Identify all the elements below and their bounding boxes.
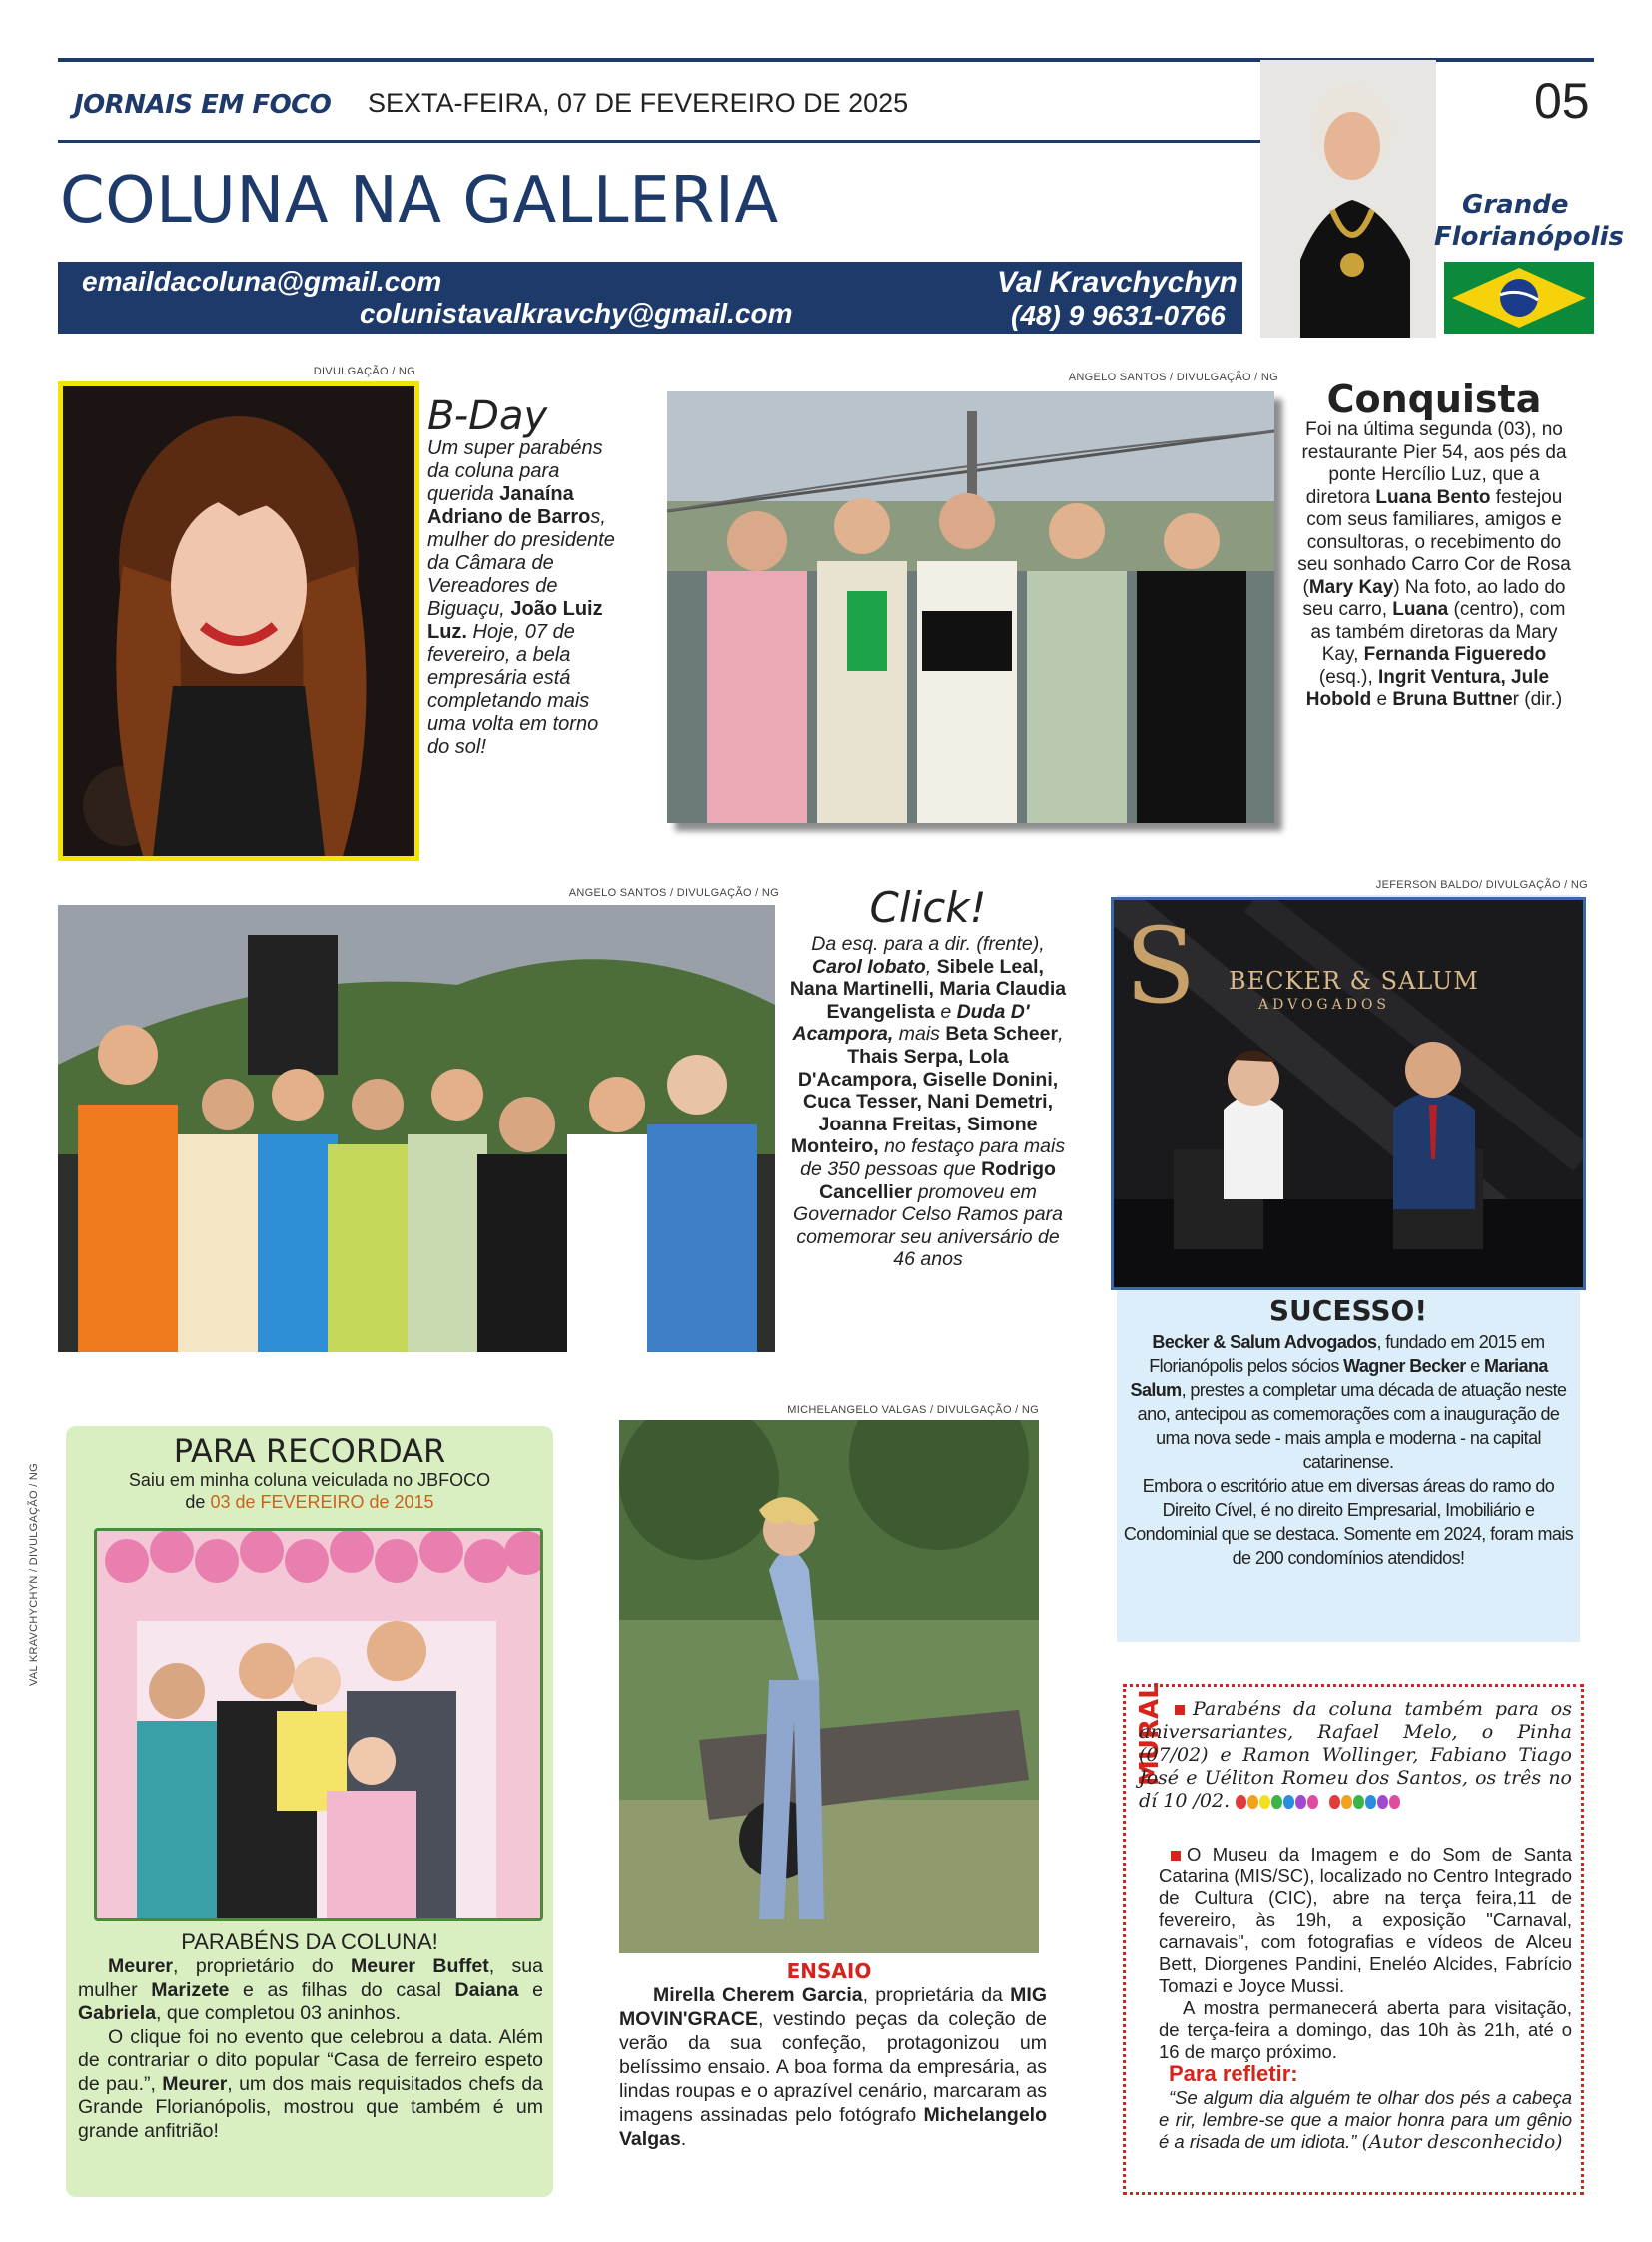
bday-title: B-Day xyxy=(427,393,548,439)
photo-credit-click: ANGELO SANTOS / DIVULGAÇÃO / NG xyxy=(568,887,779,899)
recordar-credit: VAL KRAVCHYCHYN / DIVULGAÇÃO / NG xyxy=(28,1462,40,1686)
recordar-sub2: de 03 de FEVEREIRO de 2015 xyxy=(185,1492,434,1512)
recordar-sub1: Saiu em minha coluna veiculada no JBFOCO xyxy=(128,1470,491,1490)
conquista-photo xyxy=(667,391,1274,823)
region-label-line2: Florianópolis xyxy=(1434,222,1624,252)
bday-photo xyxy=(58,381,419,861)
ensaio-photo xyxy=(619,1420,1039,1953)
ensaio-caption: Mirella Cherem Garcia, proprietária da MIG MOVIN'GRACE, vestindo peças da coleção de verão da sua confeção, protagonizou um belíssimo ensaio. A boa forma da empresária, as lindas roupas e o aprazível cenário, marcaram as imagens assinadas pelo fotógrafo Michelangelo Valgas. xyxy=(619,1984,1047,2150)
click-title: Click! xyxy=(869,883,987,932)
newspaper-brand: JORNAIS EM FOCO xyxy=(74,90,332,120)
bullet-icon xyxy=(1175,1705,1185,1715)
click-photo xyxy=(58,905,775,1352)
ensaio-heading: ENSAIO xyxy=(786,1959,872,1983)
columnist-portrait xyxy=(1260,60,1436,338)
reflect-quote: “Se algum dia alguém te olhar dos pés a cabeça e rir, lembre-se que a maior honra para um gênio é a risada de um idiota.” (Autor desconhecido) xyxy=(1159,2087,1572,2153)
becker-salum-logo-icon: S xyxy=(1125,905,1197,1027)
photo-credit-bday: DIVULGAÇÃO / NG xyxy=(313,366,415,377)
email-secondary[interactable]: colunistavalkravchy@gmail.com xyxy=(360,298,793,329)
recordar-photo xyxy=(94,1528,543,1921)
conquista-caption: Foi na última segunda (03), no restaurante Pier 54, aos pés da ponte Hercílio Luz, que a diretora Luana Bento festejou com seus familiares, amigos e consultoras, o recebimento do seu sonhado Carro Cor de Rosa (Mary Kay) Na foto, ao lado do seu carro, Luana (centro), com as também diretoras da Mary Kay, Fernanda Figueredo (esq.), Ingrit Ventura, Jule Hobold e Bruna Buttner (dir.) xyxy=(1297,419,1571,710)
firm-logo-name: BECKER & SALUM xyxy=(1229,967,1479,995)
conquista-title: Conquista xyxy=(1326,377,1542,421)
brazil-flag-icon xyxy=(1444,262,1594,334)
recordar-heading: PARABÉNS DA COLUNA! xyxy=(181,1929,438,1954)
photo-credit-conquista: ANGELO SANTOS / DIVULGAÇÃO / NG xyxy=(1068,372,1278,383)
page-number: 05 xyxy=(1534,73,1590,129)
mural-birthdays: Parabéns da coluna também para os aniversariantes, Rafael Melo, o Pinha (07/02) e Ramon Wollinger, Fabiano Tiago José e Uéliton Romeu dos Santos, os três no dí 10 /02. xyxy=(1139,1698,1572,1812)
recordar-title: PARA RECORDAR xyxy=(173,1432,446,1470)
masthead-rule xyxy=(58,140,1266,143)
region-label-line1: Grande xyxy=(1462,190,1569,220)
issue-date: SEXTA-FEIRA, 07 DE FEVEREIRO DE 2025 xyxy=(368,88,909,118)
click-caption: Da esq. para a dir. (frente), Carol Iobato, Sibele Leal, Nana Martinelli, Maria Claudia Evangelista e Duda D' Acampora, mais Beta Scheer, Thais Serpa, Lola D'Acampora, Giselle Donini, Cuca Tesser, Nani Demetri, Joanna Freitas, Simone Monteiro, no festaço para mais de 350 pessoas que Rodrigo Cancellier promoveu em Governador Celso Ramos para comemorar seu aniversário de 46 anos xyxy=(789,933,1067,1271)
photo-credit-ensaio: MICHELANGELO VALGAS / DIVULGAÇÃO / NG xyxy=(787,1404,1039,1416)
bullet-icon xyxy=(1171,1851,1181,1861)
reflect-title: Para refletir: xyxy=(1169,2061,1298,2086)
columnist-name: Val Kravchychyn xyxy=(997,266,1238,299)
sucesso-caption: Becker & Salum Advogados, fundado em 2015 em Florianópolis pelos sócios Wagner Becker e Mariana Salum, prestes a completar uma década de atuação neste ano, antecipou as comemorações com a inauguração de uma nova sede - mais ampla e moderna - na capital catarinense. Embora o escritório atue em diversas áreas do ramo do Direito Cível, é no direito Empresarial, Imobiliário e Condominial que se destaca. Somente em 2024, foram mais de 200 condomínios atendidos! xyxy=(1123,1332,1574,1568)
recordar-caption: Meurer, proprietário do Meurer Buffet, sua mulher Marizete e as filhas do casal Daiana e Gabriela, que completou 03 aninhos. O clique foi no evento que celebrou a data. Além de contrariar o dito popular “Casa de ferreiro espeto de pau.”, Meurer, um dos mais requisitados chefs da Grande Florianópolis, mostrou que também é um grande anfitrião! xyxy=(78,1955,544,2142)
firm-logo-sub: ADVOGADOS xyxy=(1258,997,1391,1013)
mural-label: MURAL xyxy=(1135,1682,1165,1786)
bday-caption: Um super parabéns da coluna para querida Janaína Adriano de Barros, mulher do presidente da Câmara de Vereadores de Biguaçu, João Luiz Luz. Hoje, 07 de fevereiro, a bela empresária está completando mais uma volta em torno do sol! xyxy=(427,437,615,758)
column-title: COLUNA NA GALLERIA xyxy=(60,164,779,238)
balloons-icon xyxy=(1236,1790,1401,1812)
mural-museum: O Museu da Imagem e do Som de Santa Catarina (MIS/SC), localizado no Centro Integrado de Cultura (CIC), abre na terça feira,11 de fevereiro, às 19h, a exposição "Carnaval, carnavais", com fotografias e vídeos de Alceu Bett, Diorgenes Pandini, Eneléo Alcides, Fabrício Tomazi e Joyce Mussi. A mostra permanecerá aberta para visitação, de terça-feira a domingo, das 10h às 21h, até o 16 de março próximo. xyxy=(1159,1844,1572,2062)
photo-credit-sucesso: JEFERSON BALDO/ DIVULGAÇÃO / NG xyxy=(1375,879,1588,891)
columnist-phone: (48) 9 9631-0766 xyxy=(1011,300,1226,331)
sucesso-title: SUCESSO! xyxy=(1268,1294,1428,1327)
email-primary[interactable]: emaildacoluna@gmail.com xyxy=(82,266,442,297)
